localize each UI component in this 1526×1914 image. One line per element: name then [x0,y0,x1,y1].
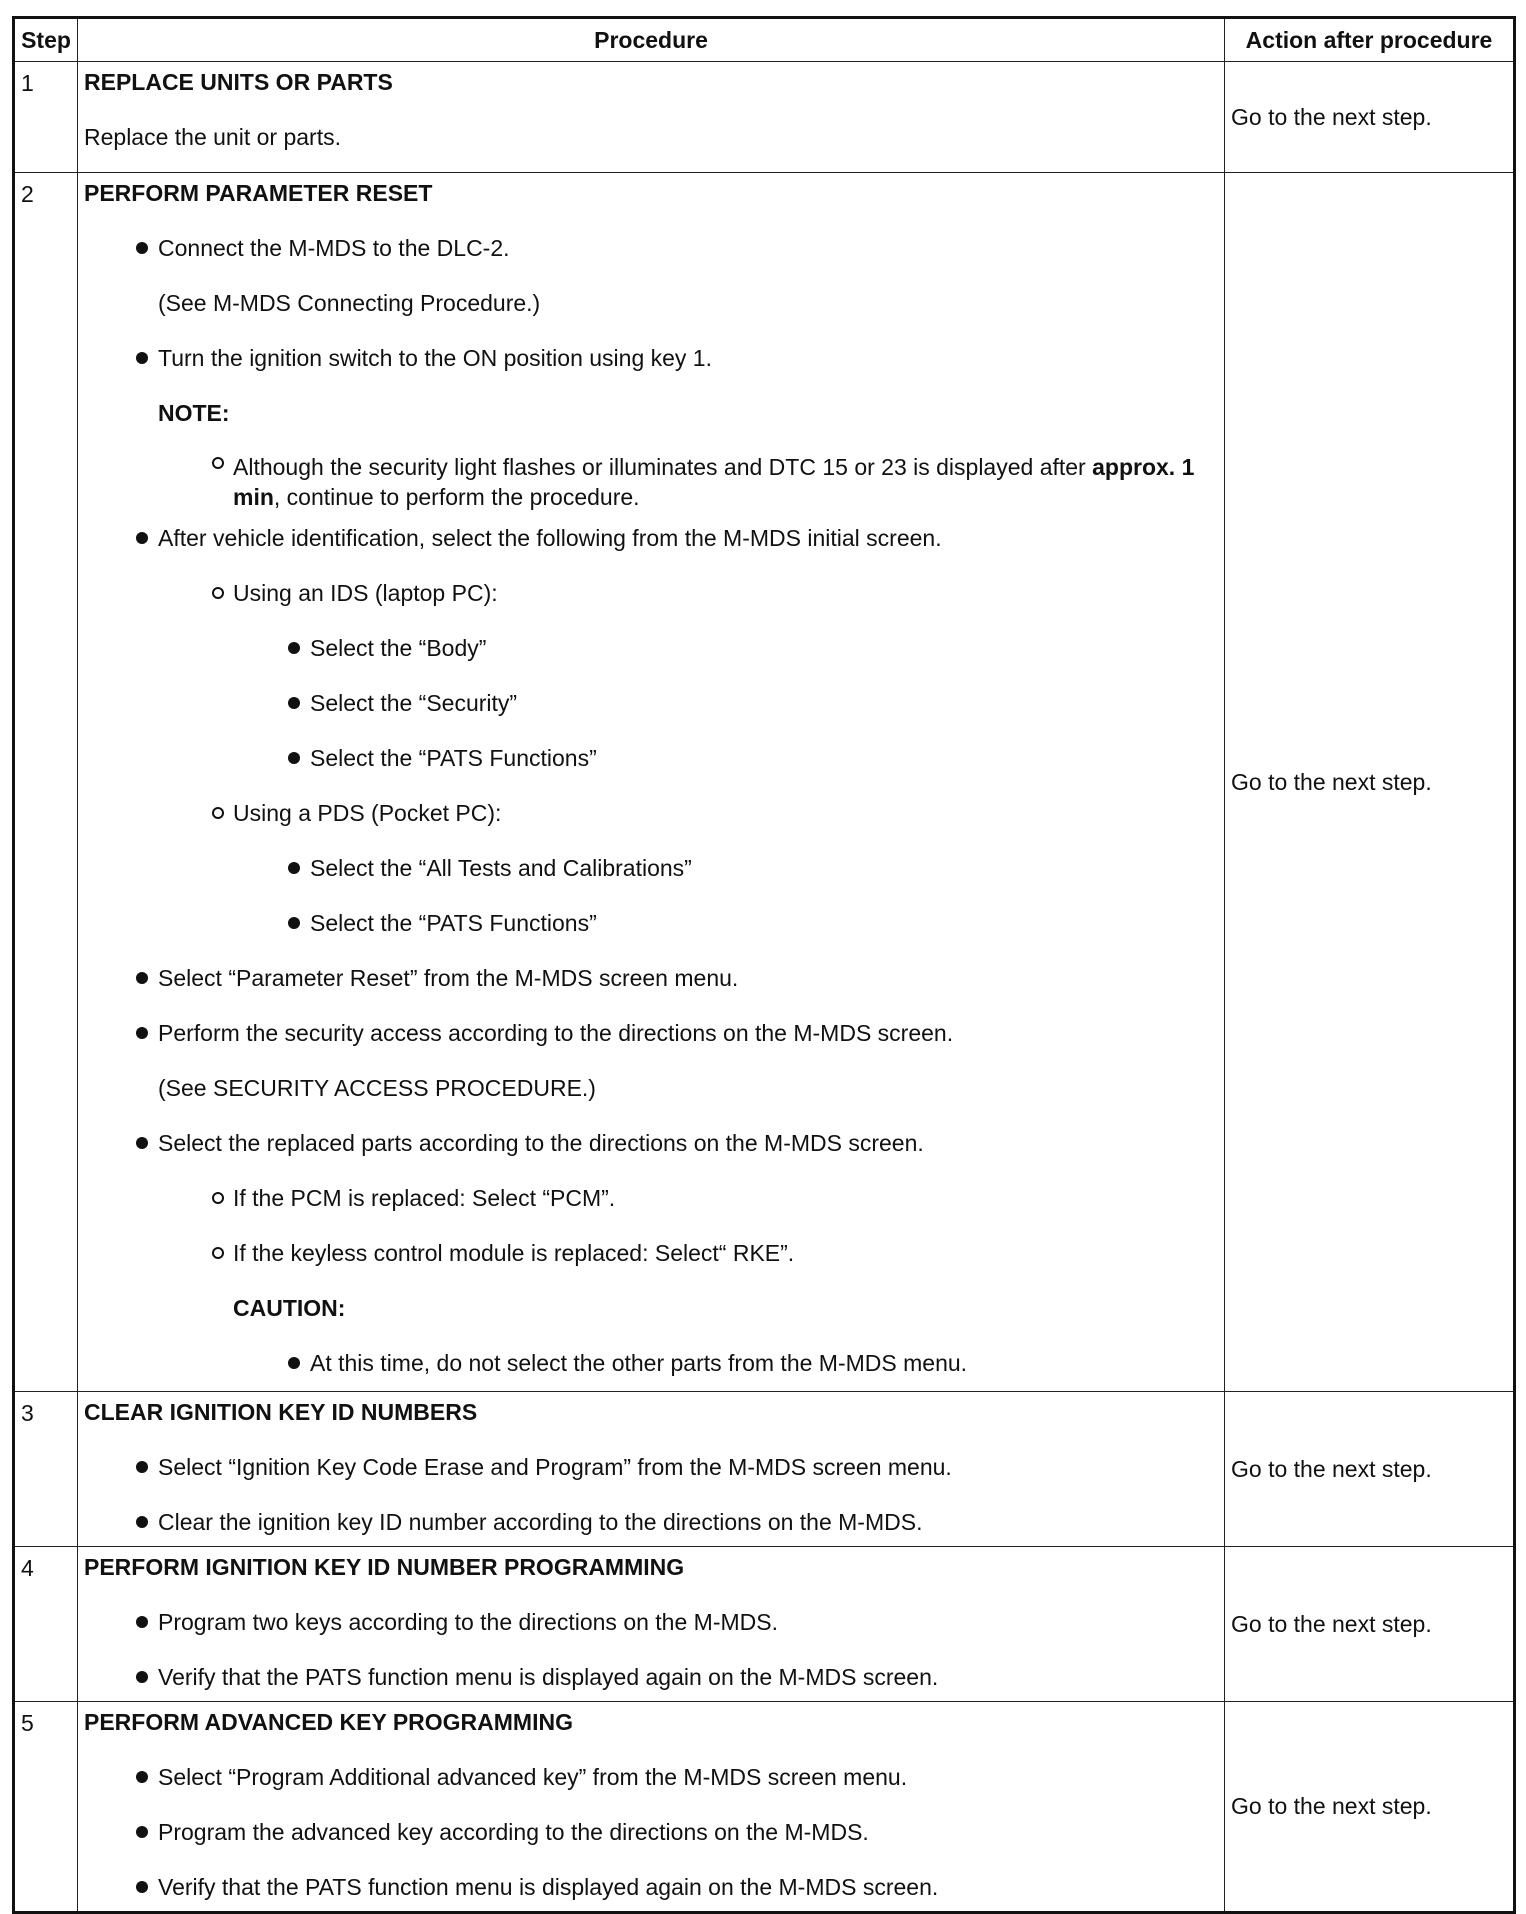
bullet-icon [136,1516,148,1528]
list-item: (See SECURITY ACCESS PROCEDURE.) [158,1075,596,1101]
bullet-icon [288,917,300,929]
table-row [14,62,1515,173]
action-cell: Go to the next step. [1225,1547,1515,1702]
list-item: Select the “PATS Functions” [78,738,1224,793]
step-number: 2 [14,173,78,1392]
circle-bullet-icon [212,457,224,469]
table-row [14,1392,1515,1547]
table-header-row [14,18,1515,62]
procedure-cell [78,1392,1225,1547]
bullet-icon [136,1616,148,1628]
list-item: After vehicle identification, select the following from the M-MDS initial screen. [78,518,1224,573]
bullet-icon [136,1461,148,1473]
bullet-icon [288,752,300,764]
note-label: NOTE: [158,400,230,426]
step-heading: PERFORM PARAMETER RESET [84,180,433,206]
table-row [14,173,1515,1392]
bullet-icon [136,1027,148,1039]
list-item: Connect the M-MDS to the DLC-2. [78,228,1224,283]
table-row [14,1702,1515,1913]
list-item: Select the “Security” [78,683,1224,738]
list-item: Turn the ignition switch to the ON position using key 1. [78,338,1224,393]
list-item: At this time, do not select the other parts from the M-MDS menu. [78,1343,1224,1391]
bullet-icon [136,352,148,364]
action-cell: Go to the next step. [1225,173,1515,1392]
bullet-icon [136,972,148,984]
bullet-icon [136,1137,148,1149]
list-item: Using a PDS (Pocket PC): [78,793,1224,848]
bullet-icon [136,1826,148,1838]
list-item: Program two keys according to the directions on the M-MDS. [78,1602,1224,1657]
list-item: Although the security light flashes or illuminates and DTC 15 or 23 is displayed after approx. 1 min, continue to perform the procedure. [78,448,1224,518]
circle-bullet-icon [212,1192,224,1204]
procedure-cell [78,62,1225,173]
bullet-icon [288,642,300,654]
bullet-icon [136,1771,148,1783]
bullet-icon [136,1881,148,1893]
list-item: Select the “PATS Functions” [78,903,1224,958]
header-step: Step [14,18,78,62]
circle-bullet-icon [212,807,224,819]
bullet-icon [288,697,300,709]
list-item: (See M-MDS Connecting Procedure.) [158,290,541,316]
list-item: Select “Program Additional advanced key” from the M-MDS screen menu. [78,1757,1224,1812]
list-item: Select the replaced parts according to the directions on the M-MDS screen. [78,1123,1224,1178]
step-heading: REPLACE UNITS OR PARTS [84,69,393,95]
step-heading: CLEAR IGNITION KEY ID NUMBERS [84,1399,478,1425]
procedure-cell [78,1702,1225,1913]
list-item: Verify that the PATS function menu is displayed again on the M-MDS screen. [78,1867,1224,1911]
step-number: 5 [14,1702,78,1913]
header-action: Action after procedure [1225,18,1515,62]
list-item: Clear the ignition key ID number according to the directions on the M-MDS. [78,1502,1224,1546]
procedure-cell [78,1547,1225,1702]
procedure-cell [78,173,1225,1392]
action-cell: Go to the next step. [1225,1702,1515,1913]
list-item: Select the “Body” [78,628,1224,683]
procedure-text: Replace the unit or parts. [84,124,341,150]
action-cell: Go to the next step. [1225,62,1515,173]
bullet-icon [288,1357,300,1369]
table-row [14,1547,1515,1702]
header-procedure: Procedure [78,18,1225,62]
bullet-icon [136,532,148,544]
list-item: If the PCM is replaced: Select “PCM”. [78,1178,1224,1233]
list-item: Select the “All Tests and Calibrations” [78,848,1224,903]
bullet-icon [136,1671,148,1683]
step-number: 3 [14,1392,78,1547]
step-heading: PERFORM IGNITION KEY ID NUMBER PROGRAMMING [84,1554,685,1580]
caution-label: CAUTION: [233,1295,346,1321]
bullet-icon [136,242,148,254]
step-number: 1 [14,62,78,173]
list-item: If the keyless control module is replaced: Select“ RKE”. [78,1233,1224,1288]
procedure-table [12,16,1516,1914]
bullet-icon [288,862,300,874]
circle-bullet-icon [212,1247,224,1259]
list-item: Select “Ignition Key Code Erase and Program” from the M-MDS screen menu. [78,1447,1224,1502]
list-item: Using an IDS (laptop PC): [78,573,1224,628]
step-heading: PERFORM ADVANCED KEY PROGRAMMING [84,1709,573,1735]
circle-bullet-icon [212,587,224,599]
list-item: Program the advanced key according to the directions on the M-MDS. [78,1812,1224,1867]
action-cell: Go to the next step. [1225,1392,1515,1547]
step-number: 4 [14,1547,78,1702]
list-item: Verify that the PATS function menu is displayed again on the M-MDS screen. [78,1657,1224,1701]
list-item: Select “Parameter Reset” from the M-MDS screen menu. [78,958,1224,1013]
list-item: Perform the security access according to the directions on the M-MDS screen. [78,1013,1224,1068]
